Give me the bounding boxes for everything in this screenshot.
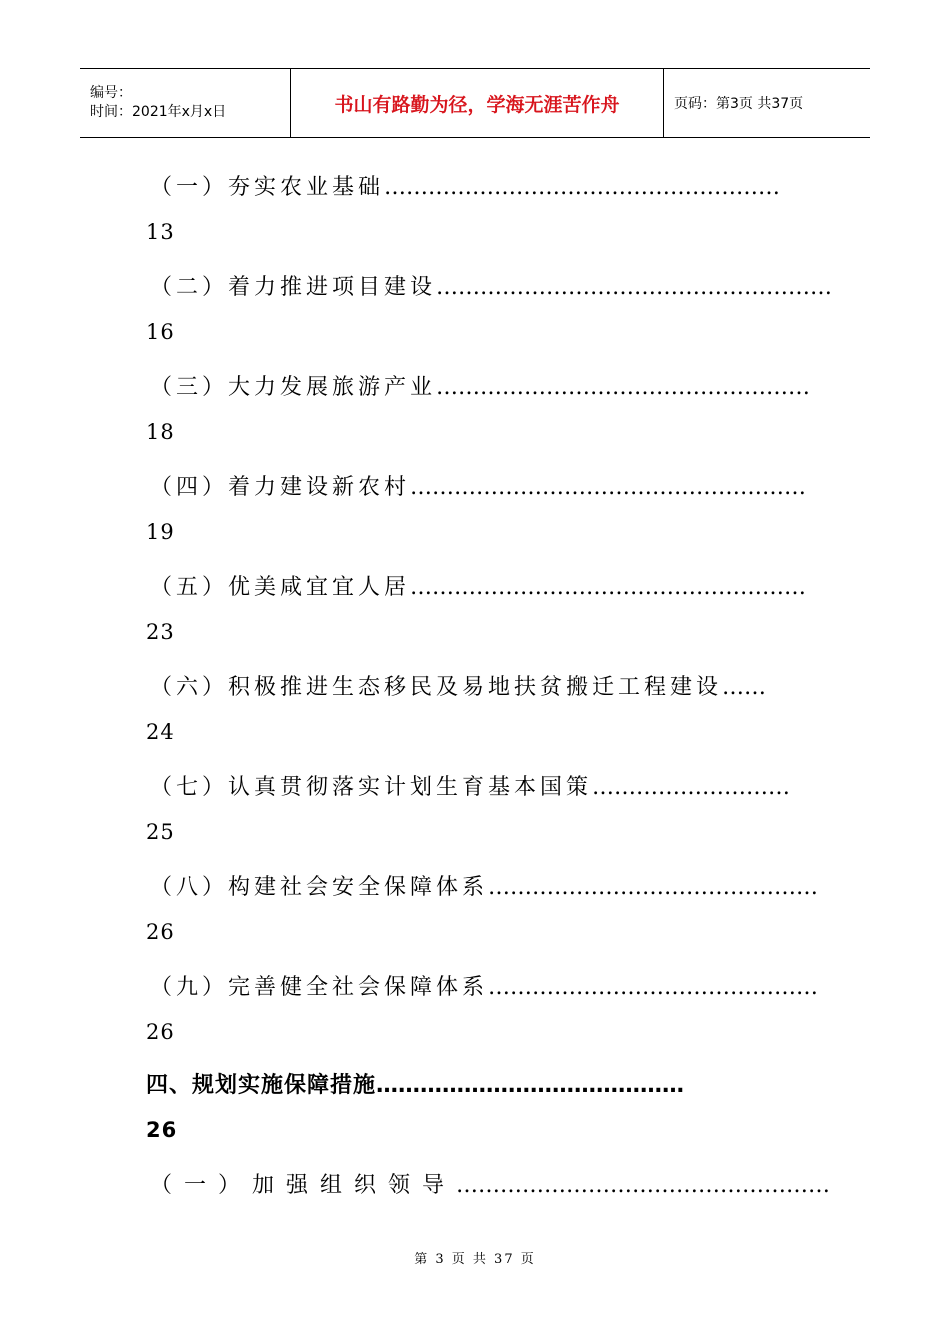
toc-entry-title: （八）构建社会安全保障体系……………………………………… [150, 875, 819, 900]
toc-entry-title: （一）夯实农业基础……………………………………………… [150, 175, 781, 200]
toc-entry-page: 26 [146, 920, 175, 944]
toc-entry-title: （七）认真贯彻落实计划生育基本国策……………………… [150, 775, 791, 800]
toc-entry-title: （九）完善健全社会保障体系……………………………………… [150, 975, 819, 1000]
toc-entry-page: 23 [146, 620, 175, 644]
page-header [80, 68, 870, 138]
toc-section-title: 四、规划实施保障措施…………………………………… [146, 1073, 685, 1098]
header-meta [80, 69, 291, 137]
toc-entry-title: （五）优美咸宜宜人居……………………………………………… [150, 575, 807, 600]
toc-section-page: 26 [146, 1118, 178, 1142]
toc-entry-page: 16 [146, 320, 175, 344]
motto-text: 书山有路勤为径，学海无涯苦作舟 [334, 93, 620, 116]
toc-entry-page: 18 [146, 420, 175, 444]
toc-entry-title: （二）着力推进项目建设……………………………………………… [150, 275, 833, 300]
page-info-text: 页码：第3页 共37页 [674, 96, 804, 112]
toc-entry-title: （三）大力发展旅游产业…………………………………………… [150, 375, 811, 400]
page-footer: 第 3 页 共 37 页 [414, 1252, 536, 1267]
toc-entry-page: 25 [146, 820, 175, 844]
toc-entry-page: 24 [146, 720, 175, 744]
document-time: 时间：2021年x月x日 [90, 104, 227, 120]
header-page-info [664, 69, 870, 137]
toc-entry-title: （六）积极推进生态移民及易地扶贫搬迁工程建设…… [150, 675, 767, 700]
toc-entry-title: （四）着力建设新农村……………………………………………… [150, 475, 807, 500]
toc-entry-title: （一）加强组织领导…………………………………………… [150, 1173, 831, 1198]
toc-entry-page: 13 [146, 220, 175, 244]
toc-entry-page: 26 [146, 1020, 175, 1044]
toc-entry-page: 19 [146, 520, 175, 544]
header-motto [291, 69, 664, 137]
document-number-label: 编号： [90, 85, 132, 101]
